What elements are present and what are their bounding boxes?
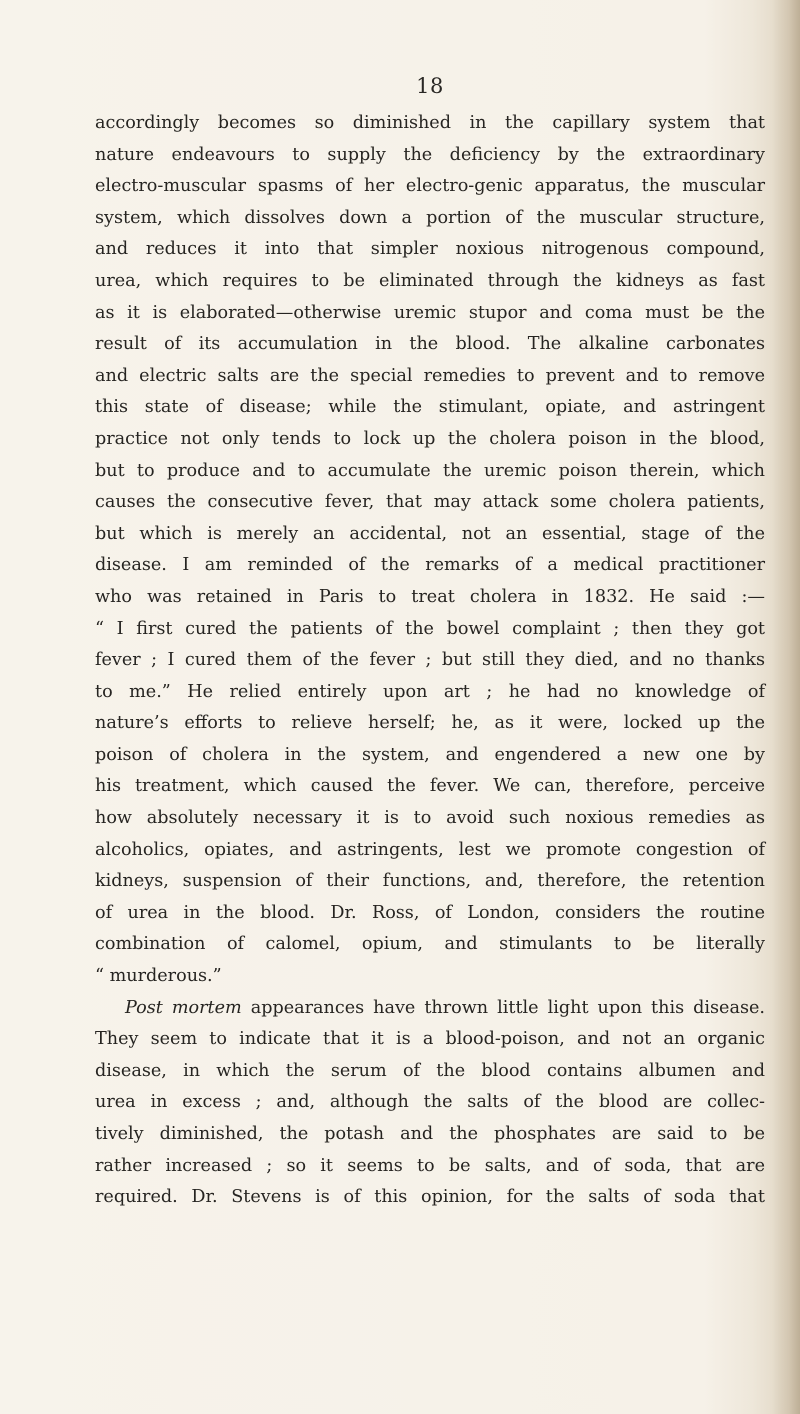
text-line: disease, in which the serum of the blood contains albumen and (95, 1060, 765, 1081)
text-line: rather increased ; so it seems to be salts, and of soda, that are (95, 1155, 765, 1176)
text-line: as it is elaborated—otherwise uremic stupor and coma must be the (95, 302, 765, 323)
text-line: his treatment, which caused the fever. We can, therefore, perceive (95, 776, 765, 797)
text-line: urea in excess ; and, although the salts of the blood are collec- (95, 1092, 765, 1113)
text-line: but which is merely an accidental, not an essential, stage of the (95, 523, 765, 544)
text-line: but to produce and to accumulate the uremic poison therein, which (95, 460, 765, 481)
text-line: disease. I am reminded of the remarks of a medical practitioner (95, 555, 765, 576)
text-line: They seem to indicate that it is a blood-poison, and not an organic (95, 1029, 765, 1050)
text-line: accordingly becomes so diminished in the capillary system that (95, 113, 765, 133)
text-line: who was retained in Paris to treat cholera in 1832. He said :— (95, 586, 765, 607)
text-line: alcoholics, opiates, and astringents, lest we promote congestion of (95, 839, 765, 860)
italic-term: Post mortem (125, 997, 242, 1018)
text-line: urea, which requires to be eliminated through the kidneys as fast (95, 270, 765, 291)
text-line: practice not only tends to lock up the cholera poison in the blood, (95, 428, 765, 449)
page-number: 18 (416, 74, 444, 98)
page-edge-shadow (772, 0, 800, 1414)
text-line: poison of cholera in the system, and engendered a new one by (95, 744, 765, 765)
text-line: tively diminished, the potash and the phosphates are said to be (95, 1124, 765, 1144)
text-line: combination of calomel, opium, and stimulants to be literally (95, 934, 765, 955)
body-text (95, 108, 765, 1214)
text-line: result of its accumulation in the blood. The alkaline carbonates (95, 334, 765, 355)
text-line: required. Dr. Stevens is of this opinion, for the salts of soda that (95, 1187, 765, 1208)
text-line: “ murderous.” (95, 966, 222, 987)
text-line: of urea in the blood. Dr. Ross, of London, considers the routine (95, 902, 765, 923)
text-line: and electric salts are the special remedies to prevent and to remove (95, 365, 765, 386)
text-line: nature’s efforts to relieve herself; he, as it were, locked up the (95, 713, 765, 734)
text-line: how absolutely necessary it is to avoid such noxious remedies as (95, 808, 765, 829)
text-line: to me.” He relied entirely upon art ; he had no knowledge of (95, 681, 765, 702)
text-line: and reduces it into that simpler noxious nitrogenous compound, (95, 239, 765, 260)
text-line: causes the consecutive fever, that may attack some cholera patients, (95, 492, 765, 513)
text-run: appearances have thrown little light upon this disease. (241, 997, 765, 1018)
text-line: nature endeavours to supply the deficiency by the extraordinary (95, 144, 765, 165)
text-line: “ I first cured the patients of the bowel complaint ; then they got (95, 618, 765, 639)
paragraph-first-line (95, 993, 765, 1025)
text-line: fever ; I cured them of the fever ; but still they died, and no thanks (95, 650, 765, 671)
text-line: system, which dissolves down a portion of the muscular structure, (95, 207, 765, 228)
text-line: this state of disease; while the stimulant, opiate, and astringent (95, 397, 765, 418)
text-line: kidneys, suspension of their functions, and, therefore, the retention (95, 871, 765, 892)
text-line: electro-muscular spasms of her electro-genic apparatus, the muscular (95, 176, 765, 197)
